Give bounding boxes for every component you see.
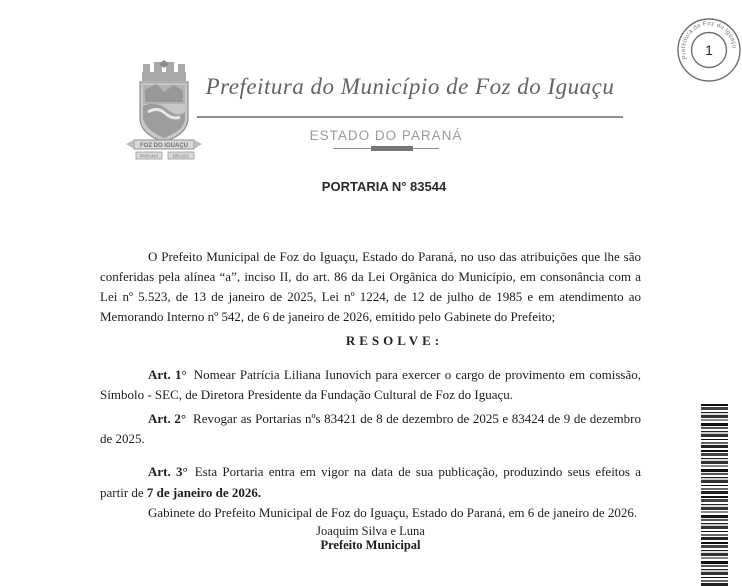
article-1-label: Art. 1° — [148, 367, 187, 382]
article-1-text: Nomear Patrícia Liliana Iunovich para exercer o cargo de provimento em comissão, Símbolo - SEC, de Diretora Presidente da Fundação Cultural de Foz do Iguaçu. — [100, 367, 642, 402]
page-number-stamp — [676, 16, 742, 84]
vertical-barcode — [701, 404, 728, 586]
city-banner — [126, 140, 202, 149]
resolve-heading: RESOLVE: — [345, 333, 444, 348]
article-3-label: Art. 3° — [148, 464, 188, 479]
mural-crown — [142, 60, 186, 81]
banner-parana-text: PARANÁ — [139, 153, 159, 159]
state-label: ESTADO DO PARANÁ — [309, 128, 463, 143]
municipality-title: Prefeitura do Município de Foz do Iguaçu — [205, 74, 615, 99]
ornament-thin-right — [413, 148, 439, 149]
closing-paragraph: Gabinete do Prefeito Municipal de Foz do Iguaçu, Estado do Paraná, em 6 de janeiro de 2026. — [148, 505, 638, 520]
article-2 — [100, 409, 641, 449]
city-banner-text: FOZ DO IGUAÇU — [140, 143, 188, 149]
signatory-role: Prefeito Municipal — [320, 538, 421, 552]
article-2-text: Revogar as Portarias nºs 83421 de 8 de dezembro de 2025 e 83424 de 9 de dezembro de 2025. — [100, 411, 642, 446]
article-3-text: Esta Portaria entra em vigor na data de sua publicação, produzindo seus efeitos a partir de — [100, 464, 642, 500]
ornament-thick-center — [371, 146, 413, 151]
preamble-paragraph: O Prefeito Municipal de Foz do Iguaçu, Estado do Paraná, no uso das atribuições que lhe são conferidas pela alínea “a”, inciso II, do art. 86 da Lei Orgânica do Município, em consonância com a Lei nº 5.523, de 13 de janeiro de 2025, Lei nº 1224, de 12 de julho de 1985 e em atendimento ao Memorando Interno nº 542, de 6 de janeiro de 2026, emitido pelo Gabinete do Prefeito; — [100, 249, 641, 324]
stamp-page-number: 1 — [705, 42, 713, 58]
state-underline-ornament — [197, 146, 575, 151]
state-header — [197, 128, 575, 151]
stamp-ring-text: Prefeitura de Foz do Iguaçu — [680, 20, 738, 61]
state-country-banners — [136, 152, 194, 159]
document-title: PORTARIA N° 83544 — [321, 179, 447, 194]
ornament-thin-left — [333, 148, 371, 149]
article-3-bold-suffix: 7 de janeiro de 2026. — [146, 485, 262, 500]
signatory-name: Joaquim Silva e Luna — [316, 524, 425, 538]
article-2-label: Art. 2° — [148, 411, 187, 426]
header-divider-line — [197, 116, 623, 118]
document-body — [100, 247, 641, 523]
stamp-graphic — [676, 16, 742, 84]
article-3 — [100, 461, 641, 503]
article-1 — [100, 365, 641, 405]
banner-brasil-text: BRASIL — [172, 153, 190, 159]
signature-block — [100, 524, 641, 552]
